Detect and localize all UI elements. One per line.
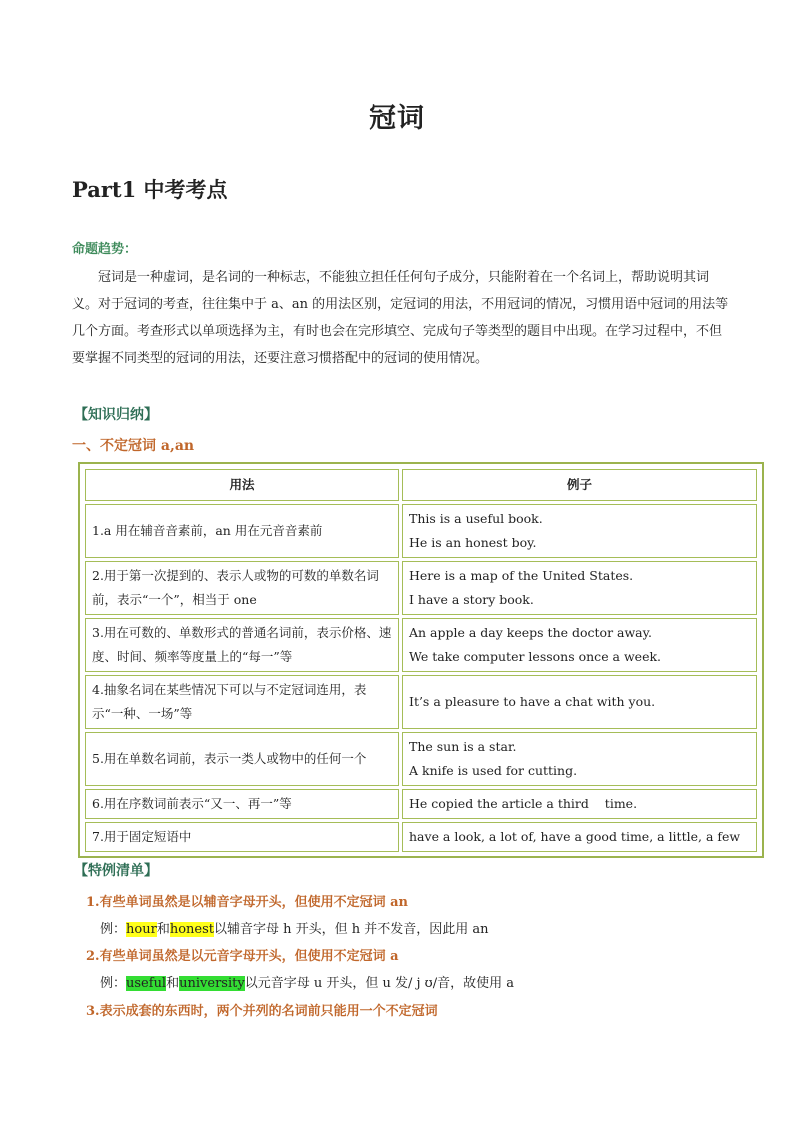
example-prefix: 例： [100,922,127,937]
example-rest: 以辅音字母 h 开头，但 h 并不发音，因此用 an [214,922,489,937]
page-title: 冠词 [369,103,425,134]
usage-table [78,462,764,858]
examples-cell [402,561,757,615]
example-sentence: An apple a day keeps the doctor away. [409,625,652,640]
special-example-2 [100,972,514,991]
example-sentence: have a look, a lot of, have a good time, a little, a few [409,829,741,844]
example-sentence: The sun is a star. [409,739,517,754]
conjunction: 和 [166,976,180,991]
highlighted-word: university [179,976,245,991]
special-item-3: 3.表示成套的东西时，两个并列的名词前只能用一个不定冠词 [86,1004,438,1019]
usage-cell: 3.用在可数的、单数形式的普通名词前，表示价格、速度、时间、频率等度量上的“每一”等 [85,618,399,672]
example-sentence: This is a useful book. [409,511,543,526]
highlighted-word: useful [126,976,167,991]
table-row [85,504,757,558]
conjunction: 和 [156,922,170,937]
special-item-1: 1.有些单词虽然是以辅音字母开头，但使用不定冠词 an [86,895,408,910]
highlighted-word: hour [126,922,157,937]
highlighted-word: honest [169,922,214,937]
example-sentence: He copied the article a third time. [409,796,638,811]
example-sentence: I have a story book. [409,592,534,607]
section-heading-indefinite-article: 一、不定冠词 a,an [72,438,195,454]
examples-cell [402,789,757,819]
examples-cell [402,504,757,558]
intro-paragraph: 冠词是一种虚词，是名词的一种标志，不能独立担任任何句子成分，只能附着在一个名词上，帮助说明其词义。对于冠词的考查，往往集中于 a、an 的用法区别，定冠词的用法，不用冠词的情况，习惯用语中冠词的用法等几个方面。考查形式以单项选择为主，有时也会在完形填空、完成句子等类型的题目中出现。在学习过程中，不但要掌握不同类型的冠词的用法，还要注意习惯搭配中的冠词的使用情况。 [72,270,729,366]
example-sentence: We take computer lessons once a week. [409,649,662,664]
part-heading: Part1 中考考点 [72,177,228,202]
examples-cell [402,618,757,672]
examples-cell [402,732,757,786]
example-rest: 以元音字母 u 开头，但 u 发/ j ʊ/音，故使用 a [244,976,514,991]
usage-cell: 2.用于第一次提到的、表示人或物的可数的单数名词前，表示“一个”，相当于 one [85,561,399,615]
table-row [85,675,757,729]
trend-label: 命题趋势： [72,242,138,257]
knowledge-label: 【知识归纳】 [74,407,158,423]
usage-cell: 5.用在单数名词前，表示一类人或物中的任何一个 [85,732,399,786]
examples-cell [402,675,757,729]
header-examples: 例子 [402,469,757,501]
example-prefix: 例： [100,976,127,991]
table-row [85,822,757,852]
table-header-row [85,469,757,501]
special-list-label: 【特例清单】 [74,863,158,879]
special-example-1 [100,918,489,937]
usage-cell: 1.a 用在辅音音素前，an 用在元音音素前 [85,504,399,558]
examples-cell [402,822,757,852]
usage-cell: 6.用在序数词前表示“又一、再一”等 [85,789,399,819]
table-row [85,618,757,672]
table-row [85,561,757,615]
table-row [85,732,757,786]
example-sentence: Here is a map of the United States. [409,568,634,583]
example-sentence: He is an honest boy. [409,535,537,550]
table-row [85,789,757,819]
header-usage: 用法 [85,469,399,501]
usage-cell: 7.用于固定短语中 [85,822,399,852]
usage-cell: 4.抽象名词在某些情况下可以与不定冠词连用，表示“一种、一场”等 [85,675,399,729]
special-item-2: 2.有些单词虽然是以元音字母开头，但使用不定冠词 a [86,949,399,964]
example-sentence: A knife is used for cutting. [409,763,578,778]
example-sentence: It’s a pleasure to have a chat with you. [409,694,656,709]
